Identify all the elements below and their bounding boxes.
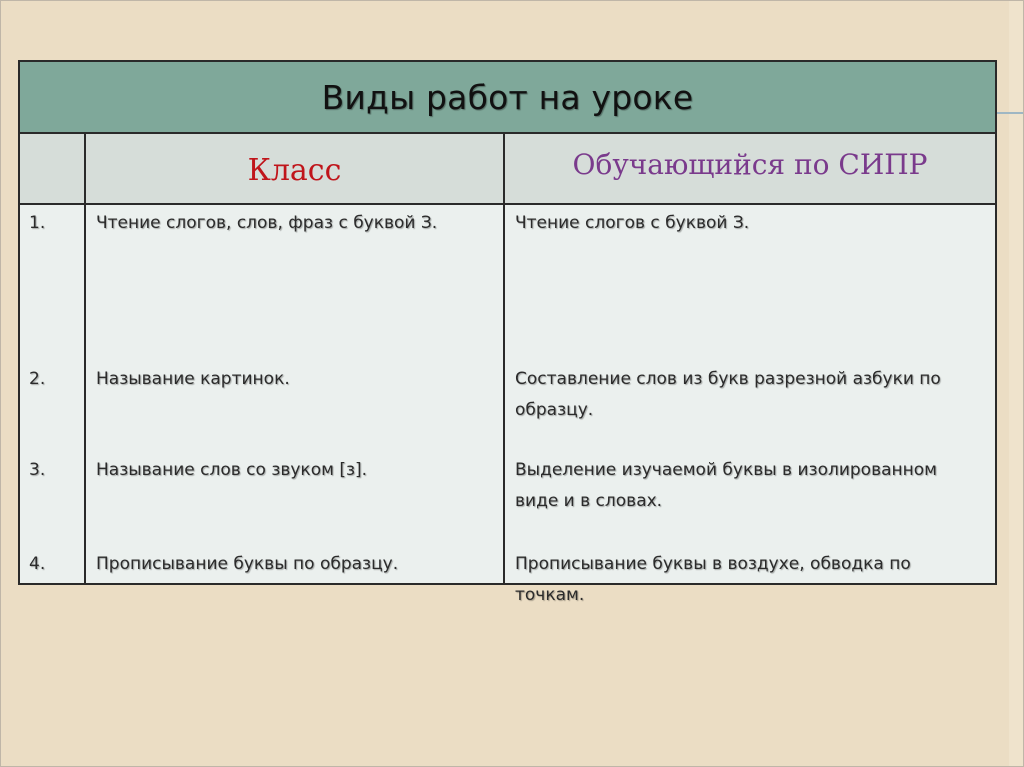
slide-accent-bar — [1009, 1, 1024, 767]
sipr-cell: Выделение изучаемой буквы в изолированном виде и в словах. — [515, 460, 937, 511]
decorative-line — [997, 112, 1024, 114]
header-cell-sipr — [505, 134, 995, 203]
row-number: 2. — [29, 369, 46, 389]
header-cell-number — [20, 134, 86, 203]
table-title: Виды работ на уроке — [321, 77, 694, 117]
header-cell-klass — [86, 134, 505, 203]
row-number: 3. — [29, 460, 46, 480]
row-number: 4. — [29, 554, 46, 574]
klass-cell: Называние картинок. — [96, 369, 290, 389]
row-number: 1. — [29, 213, 46, 233]
header-sipr-label: Обучающийся по СИПР — [572, 148, 928, 181]
sipr-cell: Прописывание буквы в воздухе, обводка по точкам. — [515, 554, 911, 605]
number-column — [20, 205, 86, 583]
klass-cell: Называние слов со звуком [з]. — [96, 460, 368, 480]
klass-cell: Чтение слогов, слов, фраз с буквой З. — [96, 213, 438, 233]
table-header-row — [20, 134, 995, 205]
sipr-cell: Чтение слогов с буквой З. — [515, 213, 750, 233]
sipr-cell: Составление слов из букв разрезной азбуки по образцу. — [515, 369, 941, 420]
klass-cell: Прописывание буквы по образцу. — [96, 554, 399, 574]
header-klass-label: Класс — [247, 153, 342, 188]
sipr-column — [505, 205, 995, 605]
table-title-row — [20, 62, 995, 134]
work-types-table — [18, 60, 997, 605]
klass-column — [86, 205, 505, 583]
table-body — [20, 205, 995, 605]
